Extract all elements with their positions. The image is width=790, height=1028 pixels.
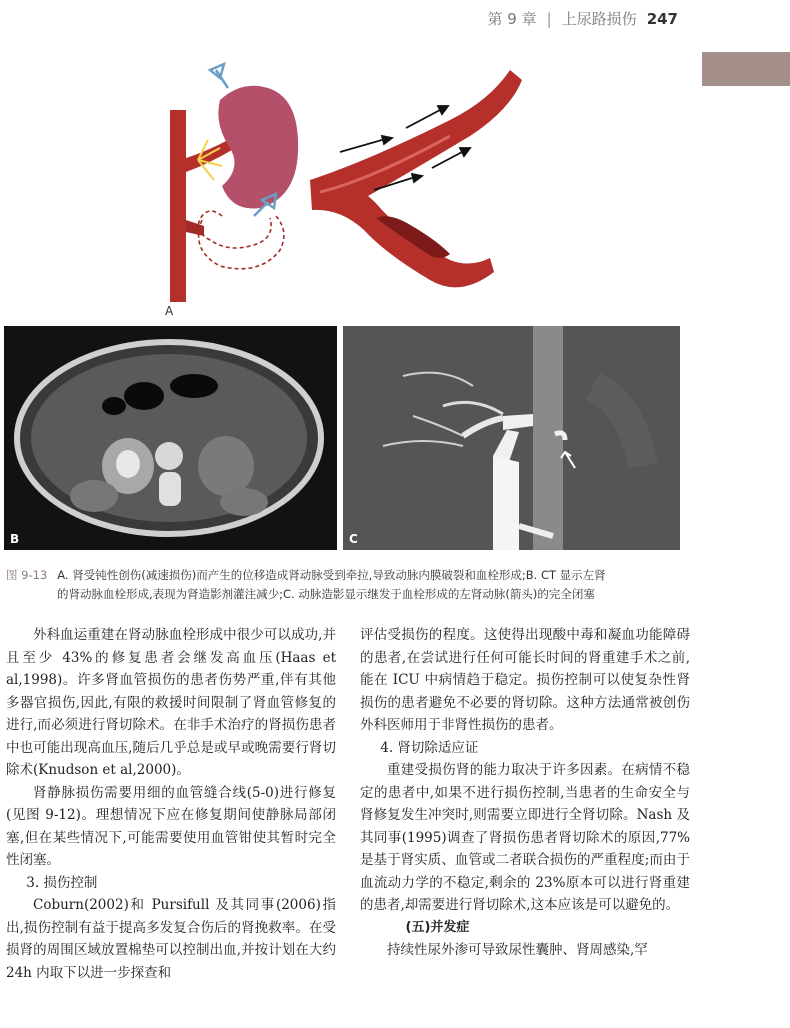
caption-line-1: A. 肾受钝性创伤(减速损伤)而产生的位移造成肾动脉受到牵拉,导致动脉内膜破裂和血栓形成;B. CT 显示左肾: [57, 568, 606, 582]
angiogram-image-panel: [343, 326, 680, 550]
displaced-kidney-outline: [198, 211, 271, 248]
renal-artery-shape: [186, 140, 232, 172]
left-column: [6, 624, 336, 984]
body-paragraph: 重建受损伤肾的能力取决于许多因素。在病情不稳定的患者中,如果不进行损伤控制,当患者的生命安全与肾修复发生冲突时,则需要立即进行全肾切除。Nash 及其同事(1995)调查了肾损伤患者肾切除术的原因,77%是基于肾实质、血管或二者联合损伤的严重程度;而由于血流动力学的不稳定,剩余的 23%原本可以进行肾重建的患者,却需要进行肾切除术,这本应该是可以避免的。: [360, 762, 690, 913]
angiogram-drawing: [343, 326, 680, 550]
subheading-damage-control: 3. 损伤控制: [26, 874, 98, 891]
caption-line-2: 的肾动脉血栓形成,表现为肾造影剂灌注减少;C. 动脉造影显示继发于血栓形成的左肾动脉(箭头)的完全闭塞: [57, 587, 595, 601]
chapter-title: 上尿路损伤: [561, 10, 637, 28]
header-separator: |: [546, 10, 552, 28]
body-paragraph: 外科血运重建在肾动脉血栓形成中很少可以成功,并且至少 43%的修复患者会继发高血压(Haas et al,1998)。许多肾血管损伤的患者伤势严重,伴有其他多器官损伤,因此,有限的救援时间限制了肾血管修复的进行,而必须进行肾切除术。在非手术治疗的肾损伤患者中也可能出现高血压,随后几乎总是或早或晚需要行肾切除术(Knudson et al,2000)。: [6, 627, 336, 778]
subheading-nephrectomy-indications: 4. 肾切除适应证: [380, 739, 479, 756]
kidney-shape: [218, 86, 298, 209]
ct-scan-drawing: [4, 326, 337, 550]
running-header: [488, 8, 678, 30]
page-number: 247: [646, 10, 678, 28]
body-paragraph: 持续性尿外渗可导致尿性囊肿、肾周感染,罕: [387, 942, 648, 958]
ct-image-panel: [4, 326, 337, 550]
section-heading-complications: (五)并发症: [405, 919, 470, 935]
up-arrow-icon: [210, 64, 228, 88]
right-column: [360, 624, 690, 962]
panel-b-label: B: [10, 532, 20, 546]
figure-number: 图 9-13: [6, 568, 48, 582]
chapter-number: 第 9 章: [487, 10, 537, 28]
body-paragraph: 肾静脉损伤需要用细的血管缝合线(5-0)进行修复(见图 9-12)。理想情况下应在修复期间使静脉局部闭塞,但在某些情况下,可能需要使用血管钳使其暂时完全性闭塞。: [6, 784, 336, 868]
panel-c-label: C: [349, 532, 358, 546]
figure-caption: [6, 566, 686, 604]
figure-a-illustration: [150, 40, 550, 310]
chapter-tab: [702, 52, 790, 86]
body-paragraph: 评估受损伤的程度。这使得出现酸中毒和凝血功能障碍的患者,在尝试进行任何可能长时间的肾重建手术之前,能在 ICU 中病情趋于稳定。损伤控制可以使复杂性肾损伤的患者避免不必要的肾切除。这种方法通常被创伤外科医师用于非肾性损伤的患者。: [360, 627, 690, 733]
panel-a-label: A: [165, 304, 174, 318]
aorta-shape: [170, 110, 186, 302]
body-paragraph: Coburn(2002)和 Pursifull 及其同事(2006)指出,损伤控制有益于提高多发复合伤后的肾挽救率。在受损肾的周围区域放置棉垫可以控制出血,并按计划在大约 24h 内取下以进一步探查和: [6, 897, 336, 981]
